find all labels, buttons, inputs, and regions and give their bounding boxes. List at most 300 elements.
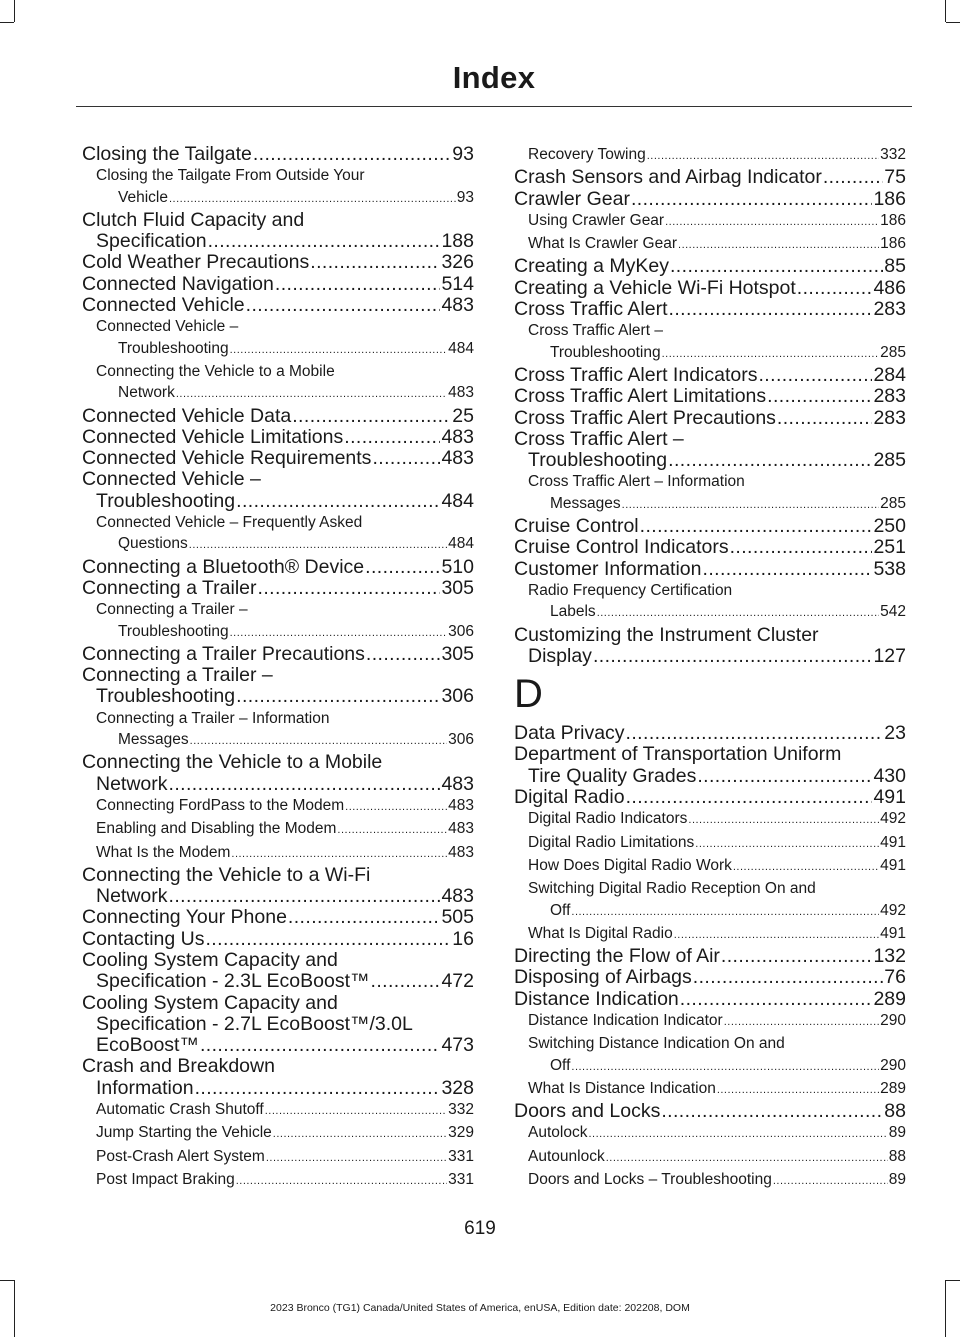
page-reference: 284 (873, 363, 906, 386)
index-subentry (514, 580, 906, 625)
index-entry (82, 406, 474, 427)
entry-text: Troubleshooting (118, 622, 229, 640)
crop-mark-bottom-right (946, 1280, 960, 1281)
entry-text: What Is Distance Indication (528, 1079, 716, 1097)
page-reference: 188 (441, 230, 474, 253)
entry-line (514, 946, 906, 967)
entry-line (82, 427, 474, 448)
entry-text: Closing the Tailgate (82, 143, 252, 165)
entry-line (82, 448, 474, 469)
page-reference: 538 (873, 557, 906, 580)
entry-line (96, 818, 474, 841)
dot-leader (176, 384, 447, 405)
dot-leader (606, 1148, 888, 1169)
dot-leader (372, 448, 440, 469)
index-entry (514, 1101, 906, 1122)
dot-leader (678, 235, 879, 256)
entry-line (528, 832, 906, 855)
entry-text: Customizing the Instrument Cluster (514, 623, 819, 646)
entry-line (96, 795, 474, 818)
page-reference: 305 (441, 642, 474, 665)
dot-leader (292, 406, 451, 427)
entry-text: Connecting a Trailer Precautions (82, 642, 365, 665)
entry-text: Specification - 2.7L EcoBoost™/3.0L (96, 1012, 413, 1035)
crop-mark-top-left (0, 22, 14, 23)
index-subentry (82, 818, 474, 841)
page-reference: 290 (880, 1056, 906, 1074)
entry-text: Using Crawler Gear (528, 211, 665, 229)
page-reference: 484 (448, 339, 474, 357)
index-subentry (514, 1078, 906, 1101)
page-reference: 186 (880, 235, 906, 253)
entry-text: Specification - 2.3L EcoBoost™ (96, 970, 370, 993)
entry-text: Connecting the Vehicle to a Wi-Fi (82, 863, 371, 886)
crop-mark-bottom-left (0, 1280, 14, 1281)
entry-line (514, 450, 906, 471)
dot-leader (345, 797, 447, 818)
page-reference: 306 (448, 622, 474, 640)
dot-leader (622, 495, 879, 516)
dot-leader (688, 810, 879, 831)
page-reference: 283 (873, 385, 906, 408)
dot-leader (230, 623, 448, 644)
dot-leader (265, 1101, 447, 1122)
entry-line (82, 144, 474, 165)
dot-leader (668, 450, 872, 471)
entry-line (514, 189, 906, 210)
entry-line (528, 1146, 906, 1169)
page-reference: 332 (880, 146, 906, 163)
dot-leader (597, 603, 879, 624)
entry-line (82, 491, 474, 512)
index-subentry (82, 599, 474, 644)
index-entry (514, 723, 906, 744)
page-reference: 510 (441, 555, 474, 578)
dot-leader (593, 646, 873, 667)
dot-leader (626, 723, 884, 744)
page-reference: 89 (888, 1124, 906, 1142)
index-entry (82, 144, 474, 165)
dot-leader (724, 1012, 879, 1033)
entry-text: Data Privacy (514, 722, 625, 745)
entry-text: Tire Quality Grades (528, 764, 697, 787)
entry-line (514, 365, 906, 386)
entry-text: Connecting a Trailer (82, 576, 257, 599)
dot-leader (236, 1171, 447, 1192)
dot-leader (695, 834, 879, 855)
page-reference: 331 (448, 1147, 474, 1165)
page-reference: 505 (441, 906, 474, 929)
dot-leader (758, 365, 872, 386)
page-reference: 290 (880, 1011, 906, 1029)
dot-leader (266, 1148, 447, 1169)
dot-leader (721, 946, 873, 967)
entry-line (514, 278, 906, 299)
entry-text: Contacting Us (82, 927, 205, 950)
page-reference: 306 (448, 731, 474, 749)
entry-text: Cold Weather Precautions (82, 251, 310, 274)
edition-info: 2023 Bronco (TG1) Canada/United States of America, enUSA, Edition date: 202208, DOM (270, 1302, 690, 1314)
entry-text: Connecting a Trailer – (82, 664, 273, 687)
entry-line (514, 256, 906, 277)
entry-line (528, 1078, 906, 1101)
entry-text: Clutch Fluid Capacity and (82, 208, 305, 231)
entry-text: Vehicle (118, 188, 168, 206)
entry-line (82, 686, 474, 707)
dot-leader (773, 1171, 888, 1192)
page-reference: 483 (441, 294, 474, 317)
dot-leader (662, 344, 880, 365)
page-reference: 483 (441, 425, 474, 448)
entry-line (82, 252, 474, 273)
page-reference: 186 (873, 187, 906, 210)
page-reference: 542 (880, 603, 906, 621)
dot-leader (661, 1101, 883, 1122)
entry-text: Labels (550, 603, 596, 621)
page-reference: 486 (873, 276, 906, 299)
dot-leader (169, 774, 441, 795)
index-entry (82, 448, 474, 469)
entry-line (528, 1122, 906, 1145)
entry-text: Connecting FordPass to the Modem (96, 796, 345, 814)
dot-leader (337, 820, 447, 841)
entry-text: What Is Crawler Gear (528, 235, 678, 253)
entry-text: Post Impact Braking (96, 1170, 235, 1188)
dot-leader (273, 1124, 447, 1145)
entry-text: Specification (96, 230, 207, 253)
page-reference: 289 (873, 987, 906, 1010)
page-reference: 332 (448, 1101, 474, 1119)
dot-leader (344, 427, 440, 448)
entry-text: Display (528, 644, 592, 667)
dot-leader (208, 231, 441, 252)
dot-leader (169, 189, 456, 210)
dot-leader (253, 144, 451, 165)
dot-leader (169, 886, 441, 907)
entry-text: Connected Vehicle – (82, 468, 261, 491)
entry-text: Cruise Control Indicators (514, 536, 729, 559)
entry-line (96, 621, 474, 644)
index-subentry (82, 165, 474, 210)
index-subentry (514, 878, 906, 923)
page-reference: 283 (873, 406, 906, 429)
index-column-left (82, 144, 474, 1192)
entry-text: Connected Vehicle Limitations (82, 425, 344, 448)
index-subentry (514, 1033, 906, 1078)
index-entry (82, 993, 474, 1057)
page-reference: 492 (880, 810, 906, 828)
entry-line (82, 774, 474, 795)
dot-leader (200, 1035, 440, 1056)
page-reference: 483 (448, 820, 474, 838)
entry-line (82, 406, 474, 427)
entry-line (96, 1169, 474, 1192)
page-reference: 514 (441, 272, 474, 295)
entry-line (82, 231, 474, 252)
page-reference: 251 (873, 536, 906, 559)
dot-leader (674, 925, 879, 946)
entry-text: Radio Frequency Certification (528, 581, 733, 599)
entry-line (82, 907, 474, 928)
entry-text: Messages (550, 494, 621, 512)
index-entry (514, 516, 906, 537)
entry-text: Switching Digital Radio Reception On and (528, 880, 816, 898)
dot-leader (246, 295, 441, 316)
dot-leader (571, 1057, 879, 1078)
entry-text: Digital Radio Limitations (528, 833, 695, 851)
dot-leader (231, 844, 447, 865)
dot-leader (670, 256, 883, 277)
index-entry (514, 278, 906, 299)
dot-leader (680, 989, 873, 1010)
page-title: Index (452, 60, 536, 95)
index-subentry (514, 855, 906, 878)
entry-text: Network (96, 772, 168, 795)
entry-line (528, 808, 906, 831)
page-reference: 88 (884, 1100, 906, 1123)
page-reference: 483 (448, 796, 474, 814)
entry-text: Cross Traffic Alert (514, 298, 668, 321)
page-number: 619 (464, 1218, 496, 1239)
page-reference: 75 (884, 166, 906, 189)
entry-line (82, 578, 474, 599)
index-entry (514, 946, 906, 967)
index-entry (82, 469, 474, 512)
entry-text: Information (96, 1076, 194, 1099)
page-reference: 76 (884, 966, 906, 989)
entry-text: Autounlock (528, 1147, 605, 1165)
dot-leader (275, 274, 441, 295)
entry-text: Enabling and Disabling the Modem (96, 820, 337, 838)
entry-text: Doors and Locks (514, 1100, 661, 1123)
entry-line (82, 557, 474, 578)
dot-leader (205, 929, 451, 950)
index-entry (514, 189, 906, 210)
index-entry (514, 167, 906, 188)
index-subentry (514, 233, 906, 256)
entry-text: Autolock (528, 1124, 588, 1142)
entry-text: Connected Vehicle Data (82, 404, 292, 427)
entry-text: Connected Vehicle (82, 294, 245, 317)
page-reference: 473 (441, 1034, 474, 1057)
dot-leader (777, 408, 873, 429)
index-entry (82, 950, 474, 993)
header-rule (76, 106, 912, 107)
dot-leader (189, 535, 447, 556)
entry-line (82, 295, 474, 316)
page-reference: 483 (448, 384, 474, 402)
entry-text: Connecting the Vehicle to a Mobile (82, 751, 383, 774)
page-reference: 88 (888, 1147, 906, 1165)
entry-line (96, 1146, 474, 1169)
entry-text: Connecting the Vehicle to a Mobile (96, 362, 335, 380)
entry-text: Post-Crash Alert System (96, 1147, 265, 1165)
entry-line (96, 382, 474, 405)
entry-line (514, 408, 906, 429)
page-reference: 283 (873, 298, 906, 321)
entry-line (96, 1122, 474, 1145)
entry-text: Troubleshooting (118, 339, 229, 357)
index-subentry (514, 923, 906, 946)
page-reference: 127 (873, 644, 906, 667)
entry-text: Connected Vehicle – Frequently Asked (96, 514, 363, 532)
entry-text: Connecting a Trailer – Information (96, 709, 330, 727)
index-entry (514, 386, 906, 407)
page-reference: 472 (441, 970, 474, 993)
page-reference: 305 (441, 576, 474, 599)
index-subentry (82, 1099, 474, 1122)
index-subentry (514, 1122, 906, 1145)
page-reference: 289 (880, 1079, 906, 1097)
entry-text: Distance Indication (514, 987, 679, 1010)
dot-leader (640, 516, 873, 537)
entry-line (514, 787, 906, 808)
entry-text: Messages (118, 731, 189, 749)
page-reference: 23 (884, 722, 906, 745)
crop-mark-top-right (945, 0, 946, 22)
index-subentry (82, 1122, 474, 1145)
entry-text: Closing the Tailgate From Outside Your (96, 167, 365, 185)
entry-text: Recovery Towing (528, 146, 646, 163)
page-reference: 285 (880, 343, 906, 361)
entry-text: Jump Starting the Vehicle (96, 1124, 272, 1142)
index-entry (514, 787, 906, 808)
entry-text: Department of Transportation Uniform (514, 743, 842, 766)
index-entry (514, 256, 906, 277)
index-subentry (82, 512, 474, 557)
entry-text: What Is the Modem (96, 843, 231, 861)
entry-line (96, 187, 474, 210)
page-reference: 326 (441, 251, 474, 274)
page-reference: 132 (873, 945, 906, 968)
entry-text: Network (96, 885, 168, 908)
entry-text: Cross Traffic Alert Limitations (514, 385, 767, 408)
index-subentry (514, 1010, 906, 1033)
entry-line (82, 1035, 474, 1056)
page-reference: 306 (441, 685, 474, 708)
entry-text: Off (550, 901, 571, 919)
entry-line (514, 646, 906, 667)
entry-text: Creating a Vehicle Wi-Fi Hotspot (514, 276, 796, 299)
page-reference: 483 (441, 447, 474, 470)
entry-line (528, 1055, 906, 1078)
entry-text: Troubleshooting (550, 343, 661, 361)
entry-text: Creating a MyKey (514, 255, 669, 278)
section-letter: D (514, 672, 543, 717)
entry-text: Questions (118, 535, 188, 553)
index-entry (514, 365, 906, 386)
entry-line (514, 516, 906, 537)
entry-text: Digital Radio Indicators (528, 810, 688, 828)
entry-text: Customer Information (514, 557, 702, 580)
page-reference: 491 (873, 786, 906, 809)
entry-text: Cross Traffic Alert – Information (528, 473, 745, 491)
dot-leader (665, 212, 879, 233)
index-entry (82, 907, 474, 928)
entry-text: Troubleshooting (96, 685, 236, 708)
index-entry (82, 644, 474, 665)
entry-text: Doors and Locks – Troubleshooting (528, 1171, 772, 1189)
entry-text: Cooling System Capacity and (82, 948, 338, 971)
dot-leader (365, 557, 440, 578)
entry-text: Troubleshooting (528, 449, 668, 472)
dot-leader (797, 278, 873, 299)
page-reference: 483 (448, 843, 474, 861)
entry-line (96, 729, 474, 752)
page-reference: 483 (441, 772, 474, 795)
entry-text: Cross Traffic Alert – (514, 427, 684, 450)
entry-line (514, 989, 906, 1010)
entry-line (82, 971, 474, 992)
entry-line (514, 967, 906, 988)
entry-line (82, 929, 474, 950)
entry-text: Cross Traffic Alert Precautions (514, 406, 776, 429)
dot-leader (631, 189, 873, 210)
index-entry (514, 625, 906, 668)
entry-line (82, 886, 474, 907)
entry-line (96, 1099, 474, 1122)
index-column-right (514, 144, 906, 1192)
entry-text: Crash Sensors and Airbag Indicator (514, 166, 822, 189)
index-subentry (514, 320, 906, 365)
dot-leader (717, 1080, 879, 1101)
entry-text: How Does Digital Radio Work (528, 856, 732, 874)
entry-text: Troubleshooting (96, 489, 236, 512)
index-entry (514, 559, 906, 580)
entry-line (82, 644, 474, 665)
entry-line (514, 1101, 906, 1122)
crop-mark-top-right (946, 22, 960, 23)
entry-line (514, 537, 906, 558)
entry-text: Connected Vehicle – (96, 318, 239, 336)
entry-line (514, 559, 906, 580)
dot-leader (703, 559, 873, 580)
entry-line (528, 210, 906, 233)
page-reference: 492 (880, 901, 906, 919)
entry-text: Directing the Flow of Air (514, 945, 720, 968)
index-entry (514, 967, 906, 988)
page-reference: 484 (448, 535, 474, 553)
entry-text: Cross Traffic Alert – (528, 322, 663, 340)
entry-line (528, 342, 906, 365)
entry-text: Switching Distance Indication On and (528, 1035, 785, 1053)
dot-leader (230, 340, 448, 361)
index-subentry (82, 708, 474, 753)
entry-line (96, 842, 474, 865)
entry-line (528, 1169, 906, 1192)
index-entry (514, 744, 906, 787)
entry-line (514, 386, 906, 407)
entry-text: Connecting a Bluetooth® Device (82, 555, 365, 578)
entry-text: Network (118, 384, 175, 402)
entry-line (528, 923, 906, 946)
entry-line (528, 233, 906, 256)
index-entry (82, 210, 474, 253)
index-entry (82, 665, 474, 708)
dot-leader (190, 731, 447, 752)
index-entry (82, 557, 474, 578)
index-subentry (82, 795, 474, 818)
dot-leader (647, 146, 879, 167)
entry-line (528, 900, 906, 923)
index-subentry (82, 1146, 474, 1169)
dot-leader (236, 686, 440, 707)
index-entry (82, 865, 474, 908)
dot-leader (366, 644, 441, 665)
index-subentry (514, 1146, 906, 1169)
page-reference: 285 (880, 494, 906, 512)
index-entry (82, 752, 474, 795)
